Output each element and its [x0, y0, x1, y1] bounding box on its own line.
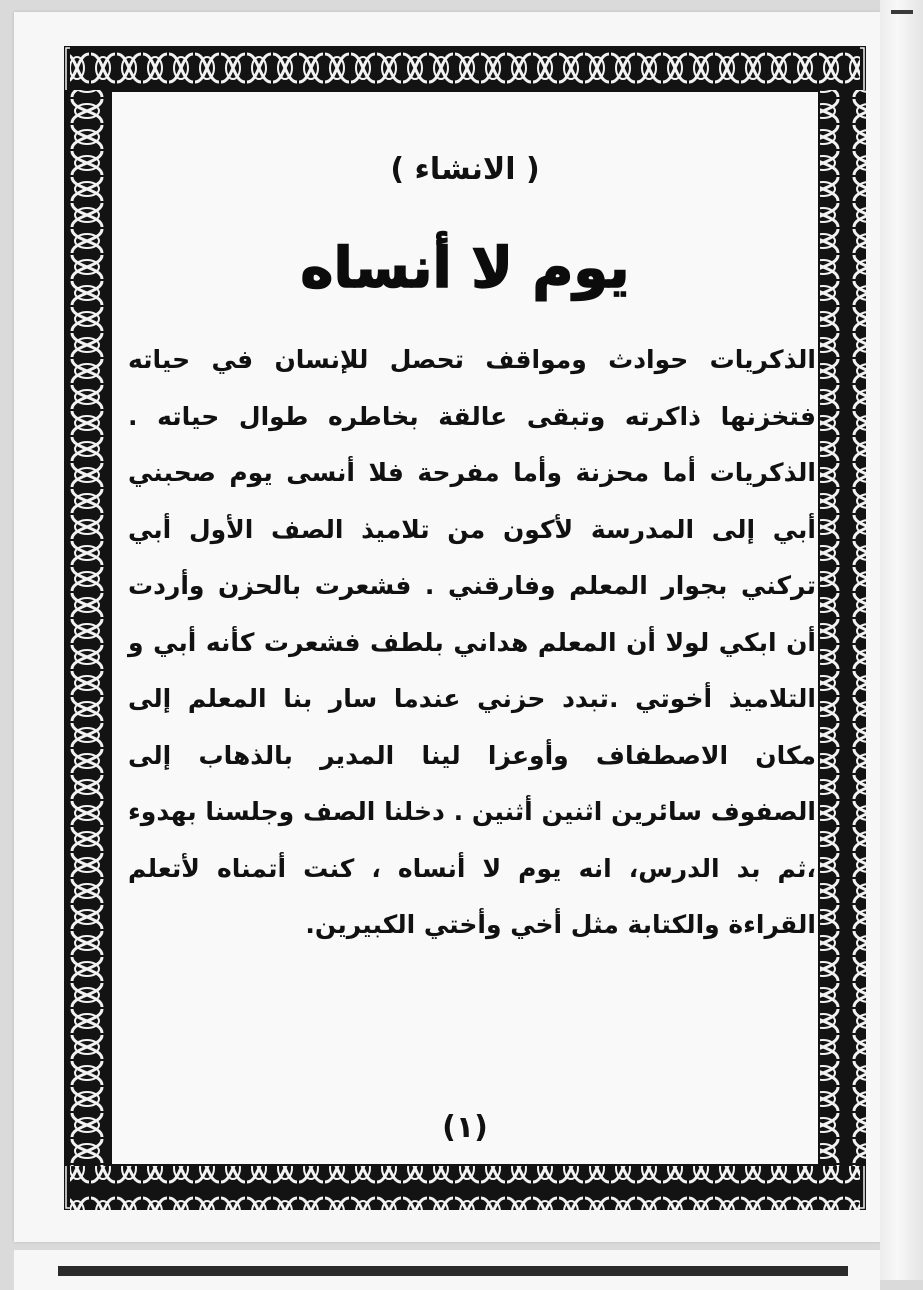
next-page-border-strip [58, 1266, 848, 1276]
page-right-edge [880, 0, 923, 1280]
section-heading: ( الانشاء ) [390, 152, 540, 187]
decorative-border [64, 46, 866, 1210]
essay-title: يوم لا أنساه [300, 236, 630, 301]
page-number: (١) [442, 1110, 488, 1145]
essay-paragraph: الذكريات حوادث ومواقف تحصل للإنسان في حياته فتخزنها ذاكرته وتبقى عالقة بخاطره طوال حياته . الذكريات أما محزنة وأما مفرحة فلا أنسى يوم صحبني أبي إلى المدرسة لأكون من تلاميذ الصف الأول أبي تركني بجوار المعلم وفارقني . فشعرت بالحزن وأردت أن ابكي لولا أن المعلم هداني بلطف فشعرت كأنه أبي و التلاميذ أخوتي .تبدد حزني عندما سار بنا المعلم إلى مكان الاصطفاف وأوعزا لينا المدير بالذهاب إلى الصفوف سائرين اثنين أثنين . دخلنا الصف وجلسنا بهدوء ،ثم بد الدرس، انه يوم لا أنساه ، كنت أتمناه لأتعلم القراءة والكتابة مثل أخي وأختي الكبيرين. [128, 345, 816, 939]
edge-mark [891, 10, 913, 14]
essay-content-area [110, 90, 820, 1166]
